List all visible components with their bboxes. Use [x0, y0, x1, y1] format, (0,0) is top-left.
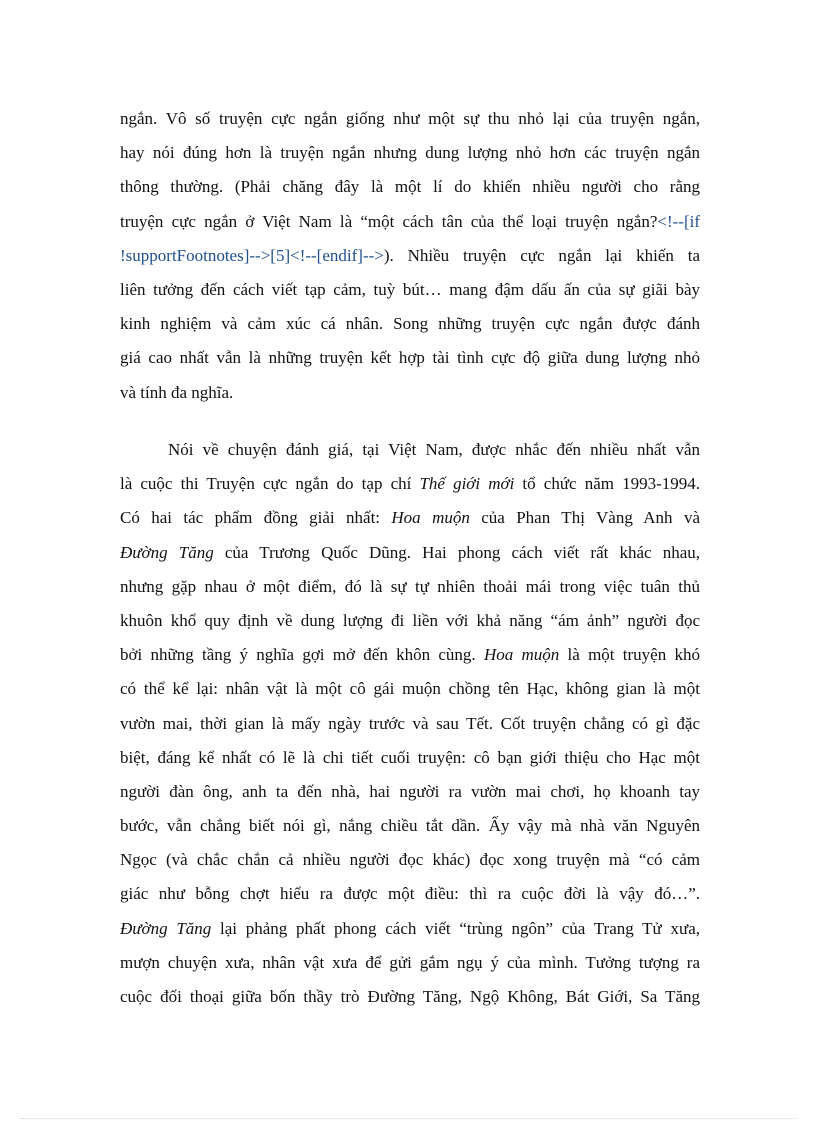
text-line: có thể kể lại: nhân vật là một cô gái muộn chồng tên Hạc, không gian là một [120, 679, 700, 699]
text-line: bước, vẫn chẳng biết nói gì, nắng chiều tắt dần. Ấy vậy mà nhà văn Nguyên [120, 816, 700, 836]
text-line: người đàn ông, anh ta đến nhà, hai người ra vườn mai chơi, họ khoanh tay [120, 781, 700, 801]
text-line: hay nói đúng hơn là truyện ngắn nhưng dung lượng nhỏ hơn các truyện ngắn [120, 143, 700, 163]
text-line: liên tưởng đến cách viết tạp cảm, tuỳ bút… mang đậm dấu ấn của sự giãi bày [120, 279, 700, 299]
paragraph-1 [120, 102, 700, 410]
text-line: giá cao nhất vẫn là những truyện kết hợp tài tình cực độ giữa dung lượng nhỏ [120, 348, 700, 368]
text-run: tổ chức năm 1993-1994. [514, 474, 700, 494]
text-line: cuộc đối thoại giữa bốn thầy trò Đường Tăng, Ngộ Không, Bát Giới, Sa Tăng [120, 987, 700, 1006]
text-run: của Phan Thị Vàng Anh và [469, 508, 700, 528]
text-line [120, 205, 700, 239]
text-line [120, 239, 700, 273]
text-line: Ngọc (và chắc chắn cả nhiều người đọc khác) đọc xong truyện mà “có cảm [120, 850, 700, 870]
text-line: thông thường. (Phải chăng đây là một lí do khiến nhiều người cho rằng [120, 177, 700, 197]
text-line: kinh nghiệm và cảm xúc cá nhân. Song những truyện cực ngắn được đánh [120, 314, 700, 334]
text-line [120, 638, 700, 672]
italic-title: Đường Tăng [120, 918, 212, 938]
text-line: ngắn. Vô số truyện cực ngắn giống như một sự thu nhỏ lại của truyện ngắn, [120, 109, 700, 128]
italic-title: Đường Tăng [120, 542, 214, 562]
text-line: và tính đa nghĩa. [120, 382, 234, 402]
text-line: mượn chuyện xưa, nhân vật xưa để gửi gắm ngụ ý của mình. Tưởng tượng ra [120, 952, 700, 972]
text-run: ). Nhiều truyện cực ngắn lại khiến ta [383, 245, 700, 265]
text-line [120, 536, 700, 570]
italic-title: Thế giới mới [419, 474, 515, 494]
footnote-reference-link[interactable]: !supportFootnotes]-->[5]<!--[endif]--> [120, 245, 384, 265]
text-line: khuôn khổ quy định về dung lượng đi liền với khả năng “ám ảnh” người đọc [120, 610, 700, 630]
text-line [120, 501, 700, 535]
text-run: là cuộc thi Truyện cực ngắn do tạp chí [120, 474, 420, 494]
text-line [120, 467, 700, 501]
footnote-markup-link[interactable]: <!--[if [657, 211, 700, 231]
text-line [120, 912, 700, 946]
text-run: là một truyện khó [559, 645, 700, 665]
paragraph-2 [120, 433, 700, 1014]
page-bottom-divider [20, 1118, 796, 1119]
text-run: lại phảng phất phong cách viết “trùng ngôn” của Trang Tử xưa, [211, 918, 700, 938]
text-run: bởi những tầng ý nghĩa gợi mở đến khôn cùng. [120, 645, 484, 665]
text-line: Nói về chuyện đánh giá, tại Việt Nam, được nhắc đến nhiều nhất vẫn [168, 440, 700, 459]
text-line: vườn mai, thời gian là mấy ngày trước và sau Tết. Cốt truyện chẳng có gì đặc [120, 713, 700, 733]
italic-title: Hoa muộn [483, 645, 560, 665]
text-run: Có hai tác phẩm đồng giải nhất: [120, 508, 392, 528]
text-run: của Trương Quốc Dũng. Hai phong cách viết rất khác nhau, [213, 542, 700, 562]
text-line: nhưng gặp nhau ở một điểm, đó là sự tự nhiên thoải mái trong việc tuân thủ [120, 576, 700, 596]
text-run: truyện cực ngắn ở Việt Nam là “một cách tân của thể loại truyện ngắn? [120, 211, 658, 231]
text-line: giác như bỗng chợt hiểu ra được một điều: thì ra cuộc đời là vậy đó…”. [120, 884, 700, 904]
italic-title: Hoa muộn [391, 508, 470, 528]
text-line: biệt, đáng kể nhất có lẽ là chi tiết cuối truyện: cô bạn giới thiệu cho Hạc một [120, 747, 700, 767]
